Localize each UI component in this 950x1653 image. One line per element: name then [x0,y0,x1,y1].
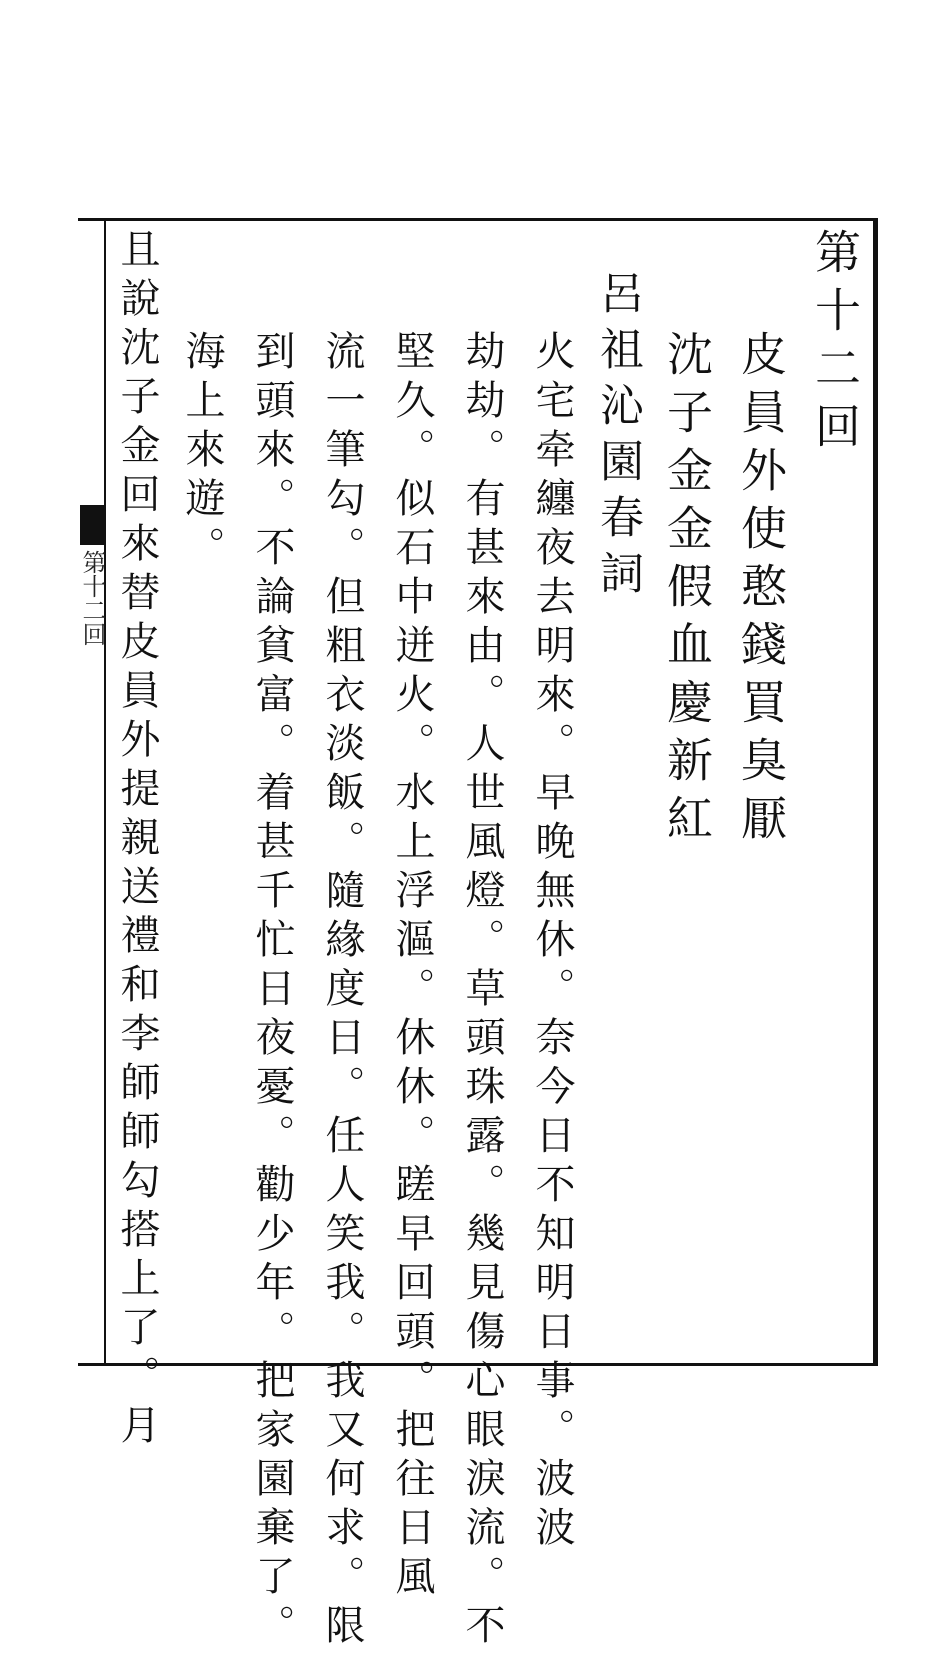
poem-title: 呂祖沁園春詞 [592,270,643,606]
fold-margin [78,218,106,1366]
chapter-couplet-2: 沈子金金假血慶新紅 [660,330,714,852]
poem-line-2: 劫劫。有甚來由。人世風燈。草頭珠露。幾見傷心眼淚流。不 [459,330,505,1653]
fold-fishtail-mark [80,505,104,545]
chapter-couplet-1: 皮員外使憨錢買臭厭 [734,330,788,852]
narrative-line-1: 且說沈子金回來替皮員外提親送禮和李師師勾搭上了。月 [114,228,160,1453]
poem-line-1: 火宅牵纏夜去明來。早晚無休。奈今日不知明日事。波波 [529,330,575,1555]
poem-line-3: 堅久。似石中迸火。水上浮漚。休休。蹉早回頭。把往日風 [389,330,435,1604]
poem-line-6: 海上來遊。 [179,330,225,575]
fold-chapter-label: 第十二回 [78,550,106,646]
poem-line-4: 流一筆勾。但粗衣淡飯。隨緣度日。任人笑我。我又何求。限 [319,330,365,1653]
poem-line-5: 到頭來。不論貧富。着甚千忙日夜憂。勸少年。把家園棄了。 [249,330,295,1653]
chapter-heading: 第十二回 [808,228,862,460]
